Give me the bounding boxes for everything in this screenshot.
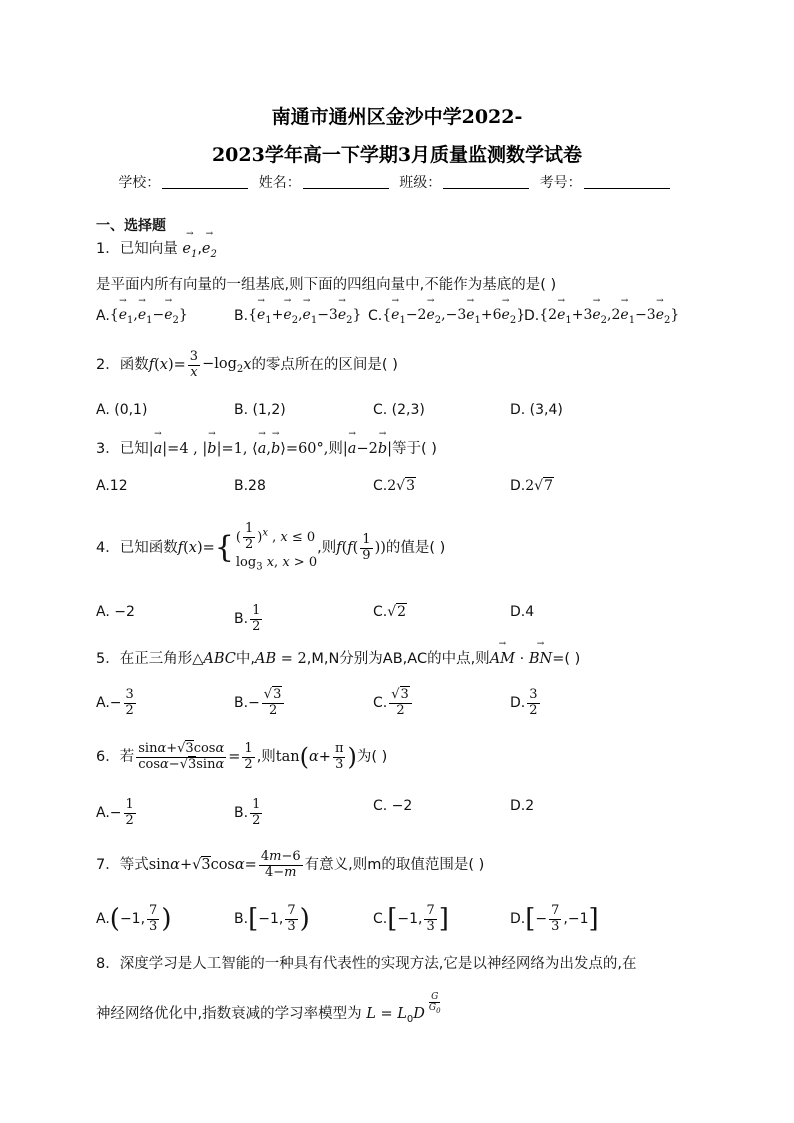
q4-option-a[interactable]: A. −2 (96, 604, 135, 620)
q3-option-b[interactable]: B.28 (234, 478, 266, 494)
q7-option-a[interactable]: A. ( −1, $\frac{7}{3}$ ) (96, 903, 172, 935)
student-info-row (0, 172, 794, 192)
q8-line2: 神经网络优化中,指数衰减的学习率模型为 $L = L_0D$ $^{\frac{G}{G_0}}$ (96, 992, 441, 1025)
q3-option-d[interactable]: D. 2√7 (510, 478, 553, 494)
q1-options (96, 307, 696, 337)
class-blank[interactable] (443, 174, 529, 189)
school-label: 学校： (118, 175, 161, 191)
q5-option-d[interactable]: D. $\frac{3}{2}$ (510, 687, 538, 718)
q2-options (96, 402, 696, 432)
name-blank[interactable] (303, 174, 389, 189)
q6-options (96, 798, 696, 828)
q7-option-b[interactable]: B. [ −1, $\frac{7}{3}$ ) (234, 903, 310, 935)
exam-no-blank[interactable] (584, 174, 670, 189)
q6-option-d[interactable]: D.2 (510, 798, 535, 814)
title-line-1: 南通市通州区金沙中学2022- (271, 106, 523, 128)
title-line-2: 2023学年高一下学期3月质量监测数学试卷 (211, 144, 583, 166)
q8-line1: 8．深度学习是人工智能的一种具有代表性的实现方法,它是以神经网络为出发点的,在 (96, 956, 637, 972)
name-label: 姓名： (258, 175, 301, 191)
q4-option-b[interactable]: B. $\frac{1}{2}$ (234, 603, 261, 634)
q2-option-a[interactable]: A. (0,1) (96, 402, 148, 418)
q2-stem: 2．函数 f ( x )= $\frac{3}{x}$ $-\log_2$ x 的零点所在的区间是( ) (96, 349, 398, 380)
q3-options (96, 478, 696, 508)
q1-stem: 1．已知向量 → $e_1,\to e_2$ (96, 240, 217, 261)
q5-option-b[interactable]: B. − $\frac{√3}{2}$ (234, 688, 286, 719)
q1-option-b[interactable]: B. {→ $e_1+\to e_2,\to e_1-3\to e_2$} (234, 307, 361, 326)
q1-option-c[interactable]: C. {→ $e_1-2\to e_2,-3\to e_1+6\to e_2$} (368, 307, 525, 326)
q4-stem: 4．已知函数 f ( x )= { ( $\frac{1}{2}$ )$^x$ , x ≤ 0 $\log_3 x$, x > 0 ,则 f ( f ( $\frac{1}{9}$ )) 的值是( ) (96, 521, 446, 573)
q1-line2: 是平面内所有向量的一组基底,则下面的四组向量中,不能作为基底的是( ) (96, 277, 557, 293)
school-blank[interactable] (162, 174, 248, 189)
q2-option-c[interactable]: C. (2,3) (373, 402, 425, 418)
exam-no-label: 考号： (539, 175, 582, 191)
q1-option-d[interactable]: D. $\{2\to e_1+3\to e_2,2\to e_1-3\to e_2\}$ (524, 307, 679, 326)
q4-options (96, 604, 696, 634)
q3-stem: 3．已知|→ a|=4 , |→ b|=1, ⟨→ a,→ b⟩=60°,则|→ a−2→ b|等于( ) (96, 440, 437, 459)
q7-option-d[interactable]: D. [ − $\frac{7}{3}$ ,−1 ] (510, 903, 599, 935)
q7-stem: 7．等式 sinα+√3cosα= $\frac{4m-6}{4-m}$ 有意义,则m的取值范围是( ) (96, 849, 485, 880)
q5-options (96, 688, 696, 718)
q1-option-a[interactable]: A. {→ $e_1,\to e_1-\to e_2$} (96, 307, 188, 326)
q6-option-b[interactable]: B. $\frac{1}{2}$ (234, 797, 261, 828)
q5-stem: 5．在正三角形△ABC中,AB = 2,M,N分别为AB,AC的中点,则→ AM · → BN=( ) (96, 650, 580, 669)
q6-stem: 6．若 $\frac{\sin\alpha+√3\cos\alpha}{\cos\alpha-√3\sin\alpha}$ = $\frac{1}{2}$ ,则 tan ( α + $\frac{\pi}{3}$ ) 为( ) (96, 741, 388, 772)
q2-option-b[interactable]: B. (1,2) (234, 402, 286, 418)
q6-option-a[interactable]: A. − $\frac{1}{2}$ (96, 797, 134, 828)
q5-option-a[interactable]: A. − $\frac{3}{2}$ (96, 687, 134, 718)
q4-option-d[interactable]: D.4 (510, 604, 535, 620)
q7-option-c[interactable]: C. [ −1, $\frac{7}{3}$ ] (373, 903, 449, 935)
q5-option-c[interactable]: C. $\frac{√3}{2}$ (373, 688, 414, 719)
q7-options (96, 904, 696, 934)
q6-option-c[interactable]: C. −2 (373, 798, 413, 814)
q3-option-c[interactable]: C. 2√3 (373, 478, 415, 494)
class-label: 班级： (399, 175, 442, 191)
q3-option-a[interactable]: A.12 (96, 478, 128, 494)
section-heading: 一、选择题 (96, 218, 166, 234)
q4-option-c[interactable]: C. √2 (373, 604, 407, 620)
q2-option-d[interactable]: D. (3,4) (510, 402, 563, 418)
